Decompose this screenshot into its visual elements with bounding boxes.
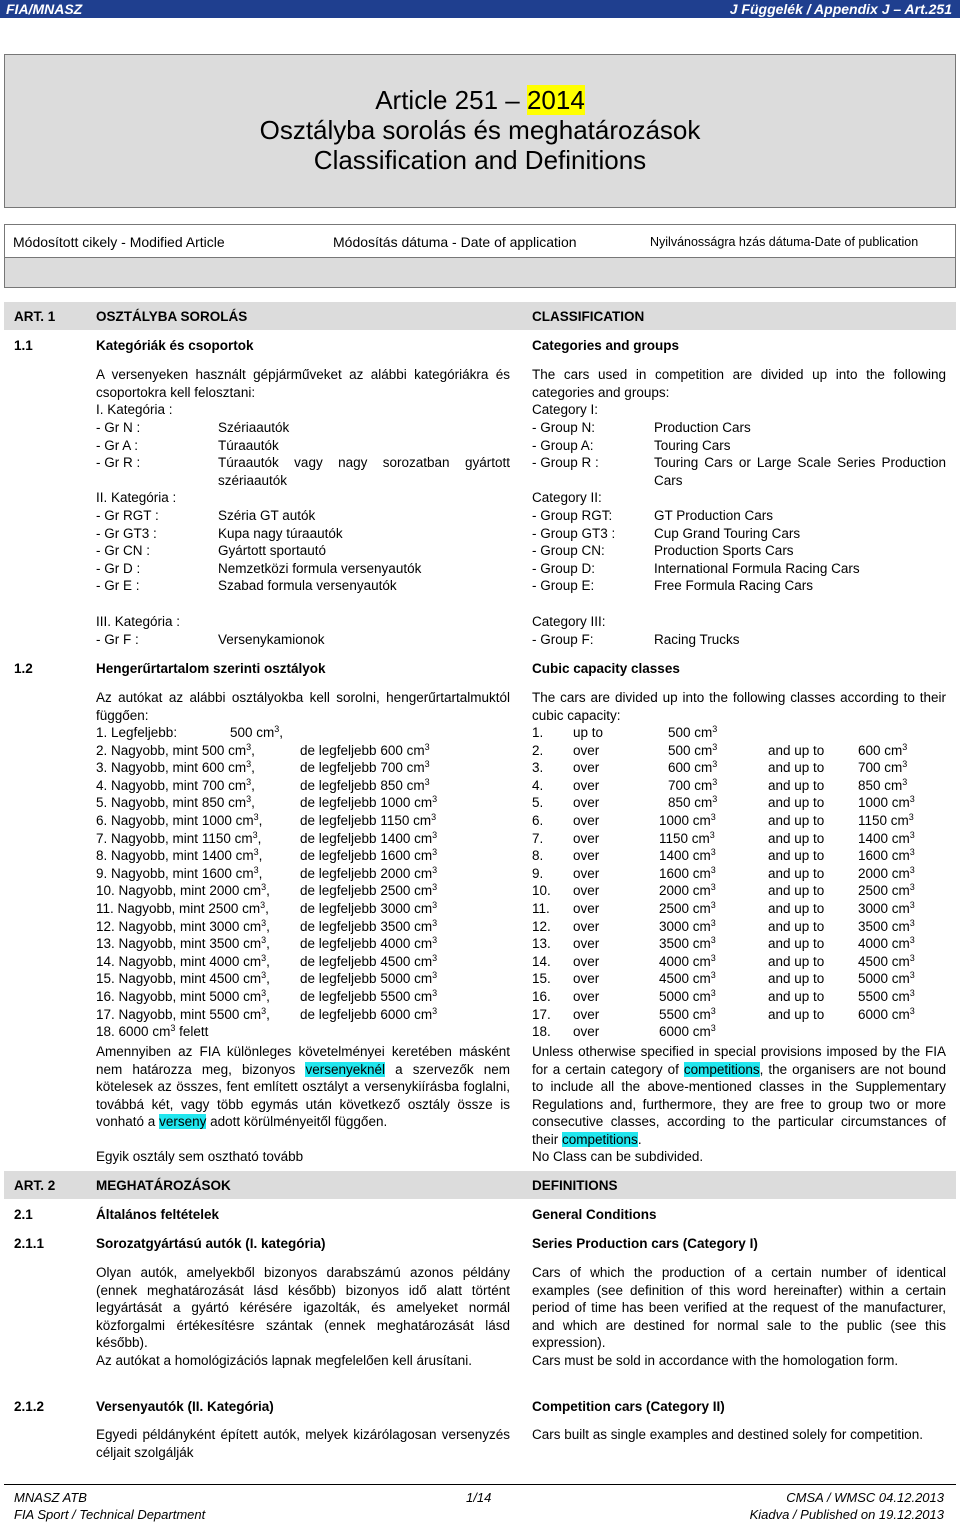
class-number: 14. [532, 953, 551, 969]
capacity-class-en [532, 847, 946, 865]
class-number: 11. [532, 900, 550, 916]
title-article: Article 251 – 2014 [375, 85, 585, 115]
s12-number: 1.2 [14, 661, 33, 676]
group-description: Szériaautók [218, 420, 290, 435]
class-to: 5500 $cm^3$ [858, 987, 915, 1004]
class-number: 9. [532, 865, 544, 881]
class-to: 1400 $cm^3$ [858, 829, 915, 846]
class-number: 15. [532, 971, 551, 987]
capacity-class-hu [96, 794, 510, 812]
group-description: Touring Cars [654, 437, 731, 453]
class-to: 2500 $cm^3$ [858, 882, 915, 899]
class-over: over [573, 1024, 600, 1040]
class-label: 11. Nagyobb, mint 2500 $cm^3$, [96, 899, 269, 916]
class-label: 14. Nagyobb, mint 4000 $cm^3$, [96, 952, 270, 969]
class-over: over [573, 1006, 600, 1022]
class-over: over [573, 883, 600, 899]
class-and-up-to: and up to [768, 953, 825, 969]
class-label: 10. Nagyobb, mint 2000 $cm^3$, [96, 882, 270, 899]
category-3-en: Category III: [532, 614, 606, 629]
s212-number: 2.1.2 [14, 1399, 45, 1414]
class-and-up-to: and up to [768, 742, 825, 758]
s12-last-line-hu: Egyik osztály sem osztható tovább [96, 1149, 304, 1164]
highlighted-term: versenyeknél [305, 1061, 385, 1077]
class-label: 12. Nagyobb, mint 3000 $cm^3$, [96, 917, 270, 934]
class-from: 850 $cm^3$ [668, 794, 718, 811]
class-from: 500 $cm^3$ [668, 724, 718, 740]
capacity-class-hu [96, 882, 510, 900]
art1-number: ART. 1 [14, 309, 56, 324]
class-and-up-to: and up to [768, 760, 825, 776]
class-upper: de legfeljebb 3500 $cm^3$ [300, 917, 438, 934]
class-and-up-to: and up to [768, 777, 825, 793]
class-label: 18. 6000 $cm^3$ felett [96, 1023, 209, 1040]
art2-title-en: DEFINITIONS [532, 1178, 618, 1193]
class-and-up-to: and up to [768, 865, 825, 881]
group-description: Versenykamionok [218, 632, 325, 647]
header-right: J Függelék / Appendix J – Art.251 [729, 1, 952, 17]
capacity-class-en [532, 865, 946, 883]
group-code: - Group D: [532, 560, 596, 576]
group-code: - Gr D : [96, 560, 141, 576]
s212-title-en: Competition cars (Category II) [532, 1399, 725, 1414]
class-label: 9. Nagyobb, mint 1600 $cm^3$, [96, 864, 263, 881]
header-bar [0, 0, 960, 18]
class-to: 3000 $cm^3$ [858, 899, 915, 916]
class-over: over [573, 742, 600, 758]
title-hu: Osztályba sorolás és meghatározások [259, 115, 701, 145]
group-description: International Formula Racing Cars [654, 560, 860, 576]
capacity-class-hu [96, 742, 510, 760]
class-label: 15. Nagyobb, mint 4500 $cm^3$, [96, 970, 270, 987]
highlighted-term: competitions [562, 1131, 638, 1147]
class-over: over [573, 988, 600, 1004]
class-over: over [573, 971, 600, 987]
class-from: 5500 $cm^3$ [659, 1005, 716, 1022]
class-to: 3500 $cm^3$ [858, 917, 915, 934]
class-from: 600 $cm^3$ [668, 759, 718, 776]
art2-number: ART. 2 [14, 1178, 56, 1193]
class-from: 500 $cm^3$ [668, 741, 718, 758]
class-label: 7. Nagyobb, mint 1150 $cm^3$, [96, 829, 262, 846]
class-over: over [573, 795, 600, 811]
class-from: 1600 $cm^3$ [659, 864, 716, 881]
group-description: Széria GT autók [218, 508, 316, 523]
group-code: - Gr A : [96, 437, 139, 453]
class-upper: de legfeljebb 1400 $cm^3$ [300, 829, 438, 846]
modified-article-label: Módosított cikely - Modified Article [13, 234, 225, 250]
group-description: GT Production Cars [654, 508, 774, 523]
art1-title-hu: OSZTÁLYBA SOROLÁS [96, 309, 248, 324]
group-code: - Gr F : [96, 632, 139, 647]
capacity-class-en [532, 882, 946, 900]
class-from: 4000 $cm^3$ [659, 952, 716, 969]
group-description: Kupa nagy túraautók [218, 525, 343, 541]
modification-header [4, 224, 956, 258]
class-to: 850 $cm^3$ [858, 776, 908, 793]
class-upper: de legfeljebb 1150 $cm^3$ [300, 811, 437, 828]
group-code: - Group F: [532, 632, 594, 647]
paragraph-text: a szervezők nem kötelesek az összes, fent említett osztályt a versenykiírásba foglalni, továbbá két, vagy több egymás után következő osztály össze is vonható a [96, 1061, 510, 1130]
class-upper: de legfeljebb 4500 $cm^3$ [300, 952, 438, 969]
class-upper: de legfeljebb 2500 $cm^3$ [300, 882, 438, 899]
class-over: over [573, 848, 600, 864]
s212-paragraph-hu: Egyedi példányként épített autók, melyek kizárólagosan versenyzés céljait szolgálják [96, 1427, 510, 1460]
group-code: - Group E: [532, 578, 595, 594]
group-code: - Group A: [532, 437, 594, 453]
class-from: 2500 $cm^3$ [659, 899, 716, 916]
class-label: 16. Nagyobb, mint 5000 $cm^3$, [96, 987, 270, 1004]
class-number: 7. [532, 830, 544, 846]
s11-title-hu: Kategóriák és csoportok [96, 338, 254, 353]
capacity-class-hu [96, 830, 510, 848]
group-code: - Group RGT: [532, 508, 613, 523]
class-from: 6000 $cm^3$ [659, 1023, 716, 1040]
footer-left-1: MNASZ ATB [14, 1490, 87, 1505]
class-and-up-to: and up to [768, 812, 825, 828]
capacity-class-hu [96, 777, 510, 795]
class-to: 6000 $cm^3$ [858, 1005, 915, 1022]
s21-number: 2.1 [14, 1207, 33, 1222]
s11-intro-en: The cars used in competition are divided up into the following categories and groups: [532, 367, 946, 400]
class-and-up-to: and up to [768, 936, 825, 952]
capacity-class-en [532, 777, 946, 795]
capacity-class-hu [96, 847, 510, 865]
s211-paragraph-2-en: Cars must be sold in accordance with the homologation form. [532, 1353, 899, 1368]
paragraph-text: Amennyiben az FIA különleges követelményei keretében másként nem határozza meg, bizonyos [96, 1044, 510, 1077]
capacity-class-en [532, 742, 946, 760]
s12-last-line-en: No Class can be subdivided. [532, 1149, 704, 1164]
class-to: 5000 $cm^3$ [858, 970, 915, 987]
category-1-en: Category I: [532, 402, 599, 417]
class-over: over [573, 865, 600, 881]
capacity-class-en [532, 759, 946, 777]
class-from: 2000 $cm^3$ [659, 882, 716, 899]
group-code: - Group CN: [532, 543, 605, 559]
capacity-class-hu [96, 988, 510, 1006]
category-2-hu: II. Kategória : [96, 490, 177, 505]
capacity-classes-hu [96, 724, 510, 1041]
capacity-class-hu [96, 918, 510, 936]
header-left: FIA/MNASZ [6, 1, 83, 17]
footer-page-number: 1/14 [466, 1490, 492, 1505]
class-number: 1. [532, 725, 544, 740]
class-to: 1600 $cm^3$ [858, 847, 915, 864]
class-over: over [573, 777, 600, 793]
class-number: 10. [532, 883, 551, 899]
class-over: over [573, 812, 600, 828]
class-over: over [573, 830, 600, 846]
capacity-class-en [532, 900, 946, 918]
s212-paragraph-en: Cars built as single examples and destined solely for competition. [532, 1427, 923, 1442]
group-code: - Gr RGT : [96, 508, 159, 523]
class-number: 16. [532, 988, 551, 1004]
s11-number: 1.1 [14, 338, 33, 353]
s12-title-hu: Hengerűrtartalom szerinti osztályok [96, 661, 326, 676]
class-label: 17. Nagyobb, mint 5500 $cm^3$, [96, 1005, 270, 1022]
s211-paragraph-1-en: Cars of which the production of a certain number of identical examples (see definition of this word hereinafter) within a certain period of time has been verified at the request of the manufacturer, and which are destined for normal sale to the public (see this expression). [532, 1265, 946, 1351]
class-number: 8. [532, 848, 544, 864]
class-over: over [573, 900, 600, 916]
group-description: Túraautók vagy nagy sorozatban gyártott szériaautók [218, 455, 510, 488]
class-over: up to [573, 725, 604, 740]
class-upper: de legfeljebb 3000 $cm^3$ [300, 899, 438, 916]
class-label: 5. Nagyobb, mint 850 $cm^3$, [96, 794, 255, 811]
class-number: 18. [532, 1024, 551, 1040]
class-number: 6. [532, 812, 544, 828]
capacity-class-hu [96, 1023, 510, 1041]
capacity-class-en [532, 918, 946, 936]
category-3-hu: III. Kategória : [96, 614, 181, 629]
class-and-up-to: and up to [768, 883, 825, 899]
class-upper: de legfeljebb 700 $cm^3$ [300, 759, 430, 776]
class-from: 3500 $cm^3$ [659, 935, 716, 952]
class-over: over [573, 936, 600, 952]
class-upper: de legfeljebb 5000 $cm^3$ [300, 970, 438, 987]
group-code: - Gr N : [96, 420, 141, 435]
class-to: 1000 $cm^3$ [858, 794, 915, 811]
capacity-class-hu [96, 865, 510, 883]
class-upper: de legfeljebb 4000 $cm^3$ [300, 935, 438, 952]
class-upper: de legfeljebb 5500 $cm^3$ [300, 987, 438, 1004]
group-description: Touring Cars or Large Scale Series Production Cars [654, 455, 946, 488]
group-description: Racing Trucks [654, 632, 740, 647]
class-number: 13. [532, 936, 551, 952]
class-to: 2000 $cm^3$ [858, 864, 915, 881]
capacity-class-en [532, 935, 946, 953]
class-from: 1000 $cm^3$ [659, 811, 716, 828]
title-en: Classification and Definitions [313, 145, 647, 175]
class-and-up-to: and up to [768, 830, 825, 846]
capacity-class-en [532, 970, 946, 988]
paragraph-text: adott körülményeitől függően. [206, 1114, 388, 1130]
class-upper: de legfeljebb 2000 $cm^3$ [300, 864, 438, 881]
modification-empty-row [4, 258, 956, 288]
footer-divider [4, 1484, 956, 1485]
s211-title-hu: Sorozatgyártású autók (I. kategória) [96, 1236, 326, 1251]
capacity-classes-en [532, 724, 946, 1041]
class-from: 1400 $cm^3$ [659, 847, 716, 864]
title-box [4, 54, 956, 208]
capacity-class-hu [96, 953, 510, 971]
group-code: - Gr CN : [96, 543, 150, 559]
group-code: - Group R : [532, 455, 599, 471]
s212-title-hu: Versenyautók (II. Kategória) [96, 1399, 274, 1414]
group-description: Free Formula Racing Cars [654, 578, 814, 594]
class-upper: de legfeljebb 600 $cm^3$ [300, 741, 430, 758]
group-description: Cup Grand Touring Cars [654, 525, 801, 541]
art2-title-hu: MEGHATÁROZÁSOK [96, 1178, 231, 1193]
date-of-publication-label: Nyilvánosságra hzás dátuma-Date of publication [650, 235, 919, 249]
s12-paragraph-en [532, 1043, 946, 1149]
class-upper: de legfeljebb 6000 $cm^3$ [300, 1005, 438, 1022]
group-description: Szabad formula versenyautók [218, 578, 397, 594]
class-from: 3000 $cm^3$ [659, 917, 716, 934]
capacity-class-en [532, 953, 946, 971]
group-description: Production Sports Cars [654, 543, 794, 559]
capacity-class-en [532, 988, 946, 1006]
title-year: 2014 [526, 85, 585, 115]
paragraph-text: . [637, 1131, 642, 1147]
group-description: Production Cars [654, 420, 751, 435]
class-to: 700 $cm^3$ [858, 759, 908, 776]
class-label: 13. Nagyobb, mint 3500 $cm^3$, [96, 935, 270, 952]
s211-paragraph-1-hu: Olyan autók, amelyekből bizonyos darabszámú azonos példány (ennek meghatározását lásd később) bizonyos idő alatt történt legyártását a gyártó kérésére igazolták, és amelyeket normál közforgalmi értékesítésre szántak (ennek meghatározását lásd később). [96, 1265, 510, 1351]
s12-intro-hu: Az autókat az alábbi osztályokba kell sorolni, hengerűrtartalmuktól függően: [96, 690, 510, 723]
class-label: 1. Legfeljebb: [96, 725, 178, 740]
s11-intro-hu: A versenyeken használt gépjárműveket az alábbi kategóriákra és csoportokra kell felosztani: [96, 367, 510, 400]
s12-paragraph-hu [96, 1043, 510, 1131]
category-1-hu: I. Kategória : [96, 402, 173, 417]
class-and-up-to: and up to [768, 900, 825, 916]
group-code: - Group GT3 : [532, 525, 616, 541]
date-of-application-label: Módosítás dátuma - Date of application [333, 234, 577, 250]
class-number: 4. [532, 777, 544, 793]
class-label: 8. Nagyobb, mint 1400 $cm^3$, [96, 847, 263, 864]
s12-title-en: Cubic capacity classes [532, 661, 680, 676]
class-and-up-to: and up to [768, 848, 825, 864]
class-and-up-to: and up to [768, 1006, 825, 1022]
class-to: 4500 $cm^3$ [858, 952, 915, 969]
capacity-class-hu [96, 900, 510, 918]
capacity-class-en [532, 812, 946, 830]
footer-left-2: FIA Sport / Technical Department [14, 1507, 206, 1522]
capacity-class-hu [96, 759, 510, 777]
s211-number: 2.1.1 [14, 1236, 45, 1251]
s21-title-en: General Conditions [532, 1207, 657, 1222]
class-upper: de legfeljebb 1000 $cm^3$ [300, 794, 438, 811]
group-code: - Gr E : [96, 578, 140, 594]
category-2-en: Category II: [532, 490, 602, 505]
class-from: 5000 $cm^3$ [659, 987, 716, 1004]
class-number: 17. [532, 1006, 551, 1022]
group-description: Nemzetközi formula versenyautók [218, 560, 422, 576]
s12-intro-en: The cars are divided up into the following classes according to their cubic capacity: [532, 690, 946, 723]
capacity-class-hu [96, 935, 510, 953]
paragraph-text: , the organisers are not bound to include all the above-mentioned classes in the Supplementary Regulations and, furthermore, they are free to group two or more consecutive classes, according to the particular circumstances of their [532, 1061, 946, 1147]
class-upper: de legfeljebb 850 $cm^3$ [300, 776, 430, 793]
capacity-class-hu [96, 970, 510, 988]
art1-title-en: CLASSIFICATION [532, 309, 645, 324]
paragraph-text: Unless otherwise specified in special provisions imposed by the FIA for a certain category of [532, 1044, 946, 1077]
class-and-up-to: and up to [768, 988, 825, 1004]
group-code: - Gr R : [96, 455, 141, 471]
group-description: Túraautók [218, 437, 279, 453]
group-code: - Group N: [532, 420, 596, 435]
class-and-up-to: and up to [768, 795, 825, 811]
class-number: 2. [532, 742, 544, 758]
capacity-class-hu [96, 812, 510, 830]
class-to: 1150 $cm^3$ [858, 811, 914, 828]
capacity-class-en [532, 794, 946, 812]
capacity-class-en [532, 724, 946, 742]
s211-title-en: Series Production cars (Category I) [532, 1236, 758, 1251]
capacity-class-en [532, 830, 946, 848]
capacity-class-en [532, 1023, 946, 1041]
s11-title-en: Categories and groups [532, 338, 680, 353]
class-to: 4000 $cm^3$ [858, 935, 915, 952]
class-from: 4500 $cm^3$ [659, 970, 716, 987]
class-upper: de legfeljebb 1600 $cm^3$ [300, 847, 438, 864]
class-number: 5. [532, 795, 544, 811]
class-label: 2. Nagyobb, mint 500 $cm^3$, [96, 741, 255, 758]
class-label: 4. Nagyobb, mint 700 $cm^3$, [96, 776, 255, 793]
s21-title-hu: Általános feltételek [96, 1207, 220, 1222]
group-code: - Gr GT3 : [96, 525, 157, 541]
class-from: 1150 $cm^3$ [659, 829, 715, 846]
class-and-up-to: and up to [768, 971, 825, 987]
capacity-class-en [532, 1006, 946, 1024]
capacity-class-hu: 1. Legfeljebb: 500 $cm^3$, [96, 724, 284, 740]
class-from: 700 $cm^3$ [668, 776, 718, 793]
footer-right-2: Kiadva / Published on 19.12.2013 [749, 1507, 944, 1522]
highlighted-term: competitions [683, 1061, 760, 1077]
class-over: over [573, 953, 600, 969]
class-over: over [573, 760, 600, 776]
class-number: 12. [532, 918, 551, 934]
class-label: 6. Nagyobb, mint 1000 $cm^3$, [96, 811, 263, 828]
capacity-class-hu [96, 1006, 510, 1024]
group-description: Gyártott sportautó [218, 543, 327, 559]
class-label: 3. Nagyobb, mint 600 $cm^3$, [96, 759, 255, 776]
footer-right-1: CMSA / WMSC 04.12.2013 [786, 1490, 944, 1505]
class-and-up-to: and up to [768, 918, 825, 934]
class-number: 3. [532, 760, 544, 776]
s211-paragraph-2-hu: Az autókat a homológizációs lapnak megfelelően kell árusítani. [96, 1353, 472, 1368]
highlighted-term: verseny [159, 1114, 207, 1130]
class-to: 600 $cm^3$ [858, 741, 908, 758]
class-over: over [573, 918, 600, 934]
